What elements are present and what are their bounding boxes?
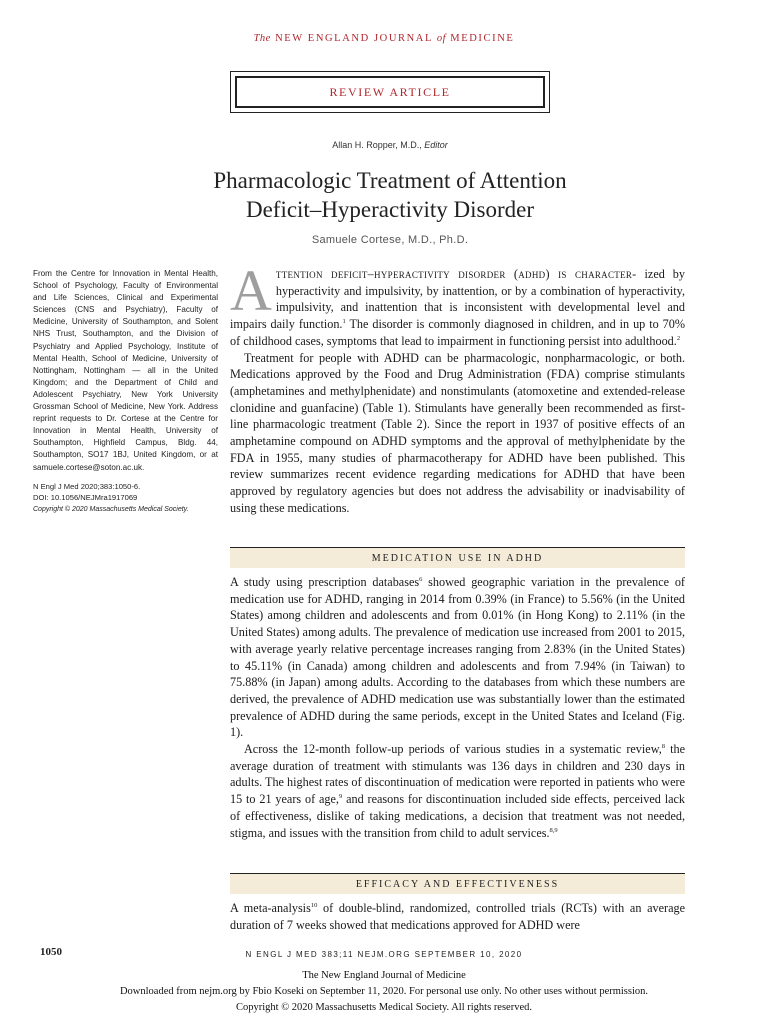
section-medication-use-text [230, 574, 685, 841]
section-heading-efficacy: EFFICACY AND EFFECTIVENESS [230, 873, 685, 894]
article-title: Pharmacologic Treatment of Attention Deficit–Hyperactivity Disorder [213, 168, 567, 222]
author-affiliation-sidebar [33, 268, 218, 515]
doi[interactable]: DOI: 10.1056/NEJMra1917069 [33, 493, 138, 503]
medication-use-paragraph-2: Across the 12-month follow-up periods of various studies in a systematic review,$^8$ the average duration of treatment with stimulants was 136 days in children and 230 days in adults. The highest rates of discontinuation of medication were reported in patients who were 15 to 21 years of age,$^9$ and reasons for discontinuation included side effects, perceived lack of effectiveness, dislike of taking medications, a decision that treatment was not needed, stigma, and issues with the transition from child to adult services.$^{8,9}$ [230, 742, 685, 840]
citation-block [33, 481, 218, 516]
section-efficacy-text [230, 900, 685, 933]
affiliation-text: From the Centre for Innovation in Mental Health, School of Psychology, Faculty of Environmental and Life Sciences, Clinical and Experimental Sciences (CNS and Psychiatry), Faculty of Medicine, University of Southampton, and Solent NHS Trust, Southampton, and the Division of Psychiatry and Applied Psychology, Institute of Mental Health, School of Medicine, University of Nottingham, Nottingham — all in the United Kingdom; and the Department of Child and Adolescent Psychiatry, New York University Grossman School of Medicine, New York. Address reprint requests to Dr. Cortese at the Centre for Innovation in Mental Health, University of Southampton, Highfield Campus, Bldg. 44, Southampton, SO17 1BJ, United Kingdom, or at samuele.cortese@soton.ac.uk. [33, 269, 218, 472]
medication-use-paragraph-1: A study using prescription databases$^6$ showed geographic variation in the prevalence of medication use for ADHD, ranging in 2014 from 0.39% (in France) to 5.56% (in the United States) among children and adolescents and from 0.01% (in Hong Kong) to 2.11% (in the United States) among adults. The prevalence of medication use increased from 2001 to 2015, with average yearly relative percentage increases ranging from 2.83% (in the United States) to 45.11% (in Canada) among children and adolescents and from 7.94% (in Taiwan) to 75.88% (in Japan) among adults. According to the databases from which these numbers are derived, the prevalence of ADHD medication use was substantially lower than the estimated prevalence of ADHD during the same periods, except in the United States and Iceland (Fig. 1). [230, 575, 685, 740]
intro-paragraph-2: Treatment for people with ADHD can be pharmacologic, nonpharmacologic, or both. Medications approved by the Food and Drug Administration (FDA) comprise stimulants (amphetamines and methylphenidate) and nonstimulants (atomoxetine and extended-release clonidine and guanfacine) (Table 1). Stimulants have generally been recommended as first-line pharmacologic treatment (Table 2). Since the report in 1937 of positive effects of an amphetamine compound on ADHD symptoms and the approval of methylphenidate by the FDA in 1955, many studies of pharmacotherapy for ADHD have been published. This review summarizes recent evidence regarding medications for ADHD that have been approved by regulatory agencies but does not address the advisability or inadvisability of using these medications. [230, 350, 685, 515]
page-number: 1050 [40, 946, 62, 958]
download-notice: The New England Journal of Medicine Downloaded from nejm.org by Fbio Koseki on September 11, 2020. For personal use only. No other uses without permission. Copyright © 2020 Massachusetts Medical Society. All rights reserved. [119, 970, 649, 1013]
citation: N Engl J Med 2020;383:1050-6. [33, 481, 141, 491]
intro-text [230, 258, 685, 517]
article-author: Samuele Cortese, M.D., Ph.D. [311, 234, 469, 246]
copyright-notice: Copyright © 2020 Massachusetts Medical Society. [33, 505, 189, 513]
running-footer: N ENGL J MED 383;11 NEJM.ORG SEPTEMBER 10, 2020 [245, 950, 523, 959]
journal-masthead: The NEW ENGLAND JOURNAL of MEDICINE [253, 33, 515, 44]
intro-paragraph-1: Attention deficit–hyperactivity disorder (adhd) is character- ized by hyperactivity and impulsivity, by inattention, or by a combination of hyperactivity, impulsivity, and inattention that is inconsistent with developmental level and impairs daily function.$^1$ The disorder is commonly diagnosed in children, and in up to 70% of childhood cases, symptoms that lead to impairment in functioning persist into adulthood.$^2$ [230, 258, 685, 348]
article-type-box [230, 71, 550, 113]
editor-credit: Allan H. Ropper, M.D., Editor [332, 140, 448, 150]
efficacy-paragraph-1: A meta-analysis$^{10}$ of double-blind, randomized, controlled trials (RCTs) with an average duration of 7 weeks showed that medications approved for ADHD were [230, 901, 685, 932]
article-type-label: REVIEW ARTICLE [235, 76, 545, 108]
drop-cap: A [230, 258, 272, 323]
section-heading-medication-use: MEDICATION USE IN ADHD [230, 547, 685, 568]
